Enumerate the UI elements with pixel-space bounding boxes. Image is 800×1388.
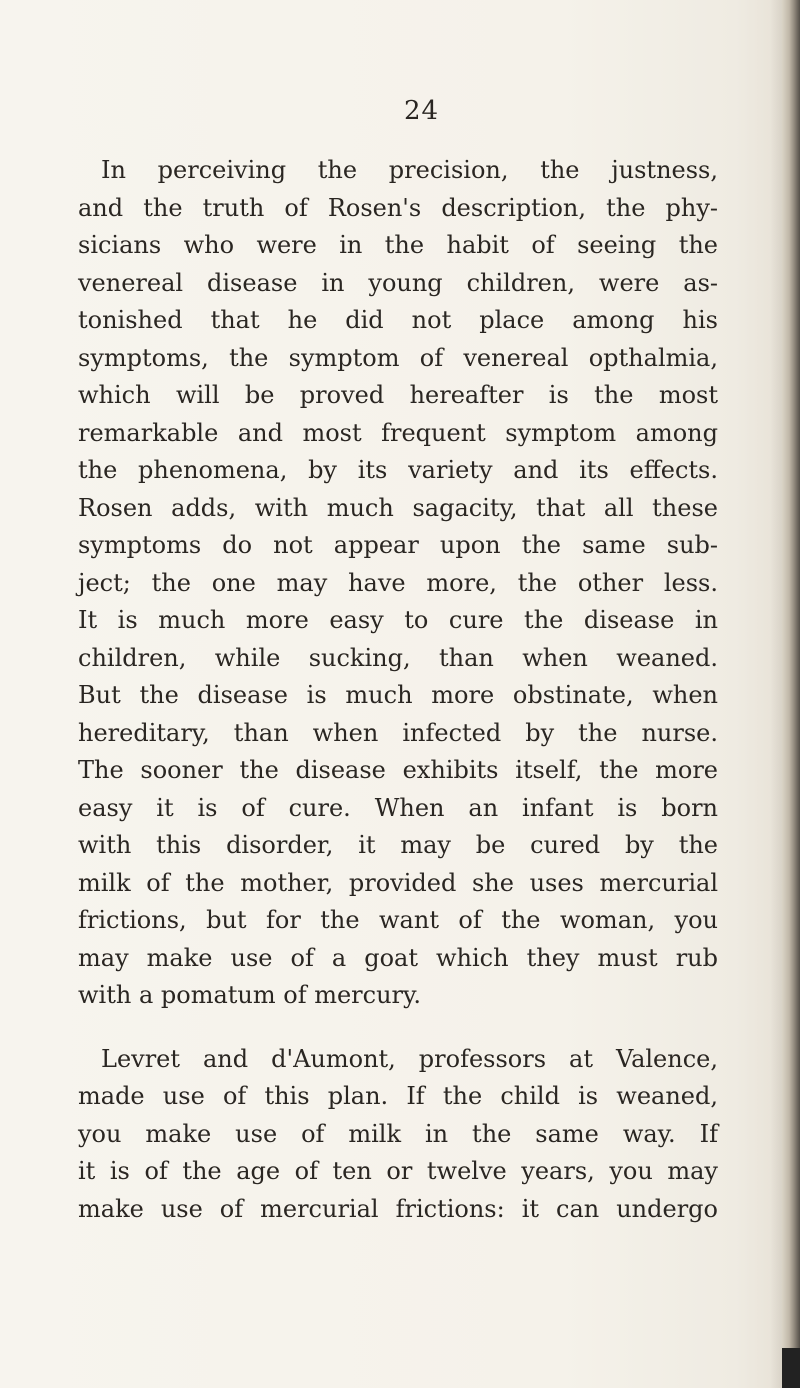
text-line: hereditary, than when infected by the nurse. <box>78 718 718 747</box>
text-line: with a pomatum of mercury. <box>78 981 422 1009</box>
text-line: frictions, but for the want of the woman, you <box>78 906 718 934</box>
text-line: made use of this plan. If the child is weaned, <box>78 1082 718 1110</box>
text-line: symptoms, the symptom of venereal opthalmia, <box>78 343 718 372</box>
text-line: symptoms do not appear upon the same sub- <box>78 531 718 559</box>
text-line: with this disorder, it may be cured by the <box>78 831 718 859</box>
paragraph-2 <box>78 1041 718 1229</box>
text-line: may make use of a goat which they must rub <box>78 943 718 972</box>
text-line: it is of the age of ten or twelve years, you may <box>78 1157 718 1185</box>
text-line: Rosen adds, with much sagacity, that all these <box>78 493 718 522</box>
text-line: sicians who were in the habit of seeing the <box>78 231 718 259</box>
text-line: Levret and d'Aumont, professors at Valence, <box>101 1044 718 1073</box>
body-text <box>78 152 718 1228</box>
paragraph-spacer <box>78 1015 718 1041</box>
text-line: milk of the mother, provided she uses mercurial <box>78 868 718 897</box>
paragraph-1 <box>78 152 718 1015</box>
page-gutter-shadow <box>770 0 782 1388</box>
page-number: 24 <box>404 96 440 126</box>
text-line: venereal disease in young children, were as- <box>78 268 718 297</box>
text-line: which will be proved hereafter is the most <box>78 381 718 409</box>
book-binding-edge <box>782 0 800 1388</box>
text-line: make use of mercurial frictions: it can undergo <box>78 1194 718 1223</box>
text-line: In perceiving the precision, the justness, <box>101 156 718 184</box>
text-line: and the truth of Rosen's description, the phy- <box>78 193 718 222</box>
text-line: But the disease is much more obstinate, when <box>78 681 718 709</box>
text-line: easy it is of cure. When an infant is born <box>78 793 718 822</box>
text-line: tonished that he did not place among his <box>78 306 718 334</box>
text-line: It is much more easy to cure the disease in <box>78 606 718 634</box>
text-line: The sooner the disease exhibits itself, the more <box>78 756 718 784</box>
scan-corner-mark <box>782 1348 800 1388</box>
text-line: children, while sucking, than when weaned. <box>78 643 718 672</box>
text-line: remarkable and most frequent symptom among <box>78 418 718 447</box>
text-line: you make use of milk in the same way. If <box>78 1119 718 1148</box>
text-line: the phenomena, by its variety and its effects. <box>78 456 718 484</box>
text-line: ject; the one may have more, the other less. <box>78 568 718 597</box>
